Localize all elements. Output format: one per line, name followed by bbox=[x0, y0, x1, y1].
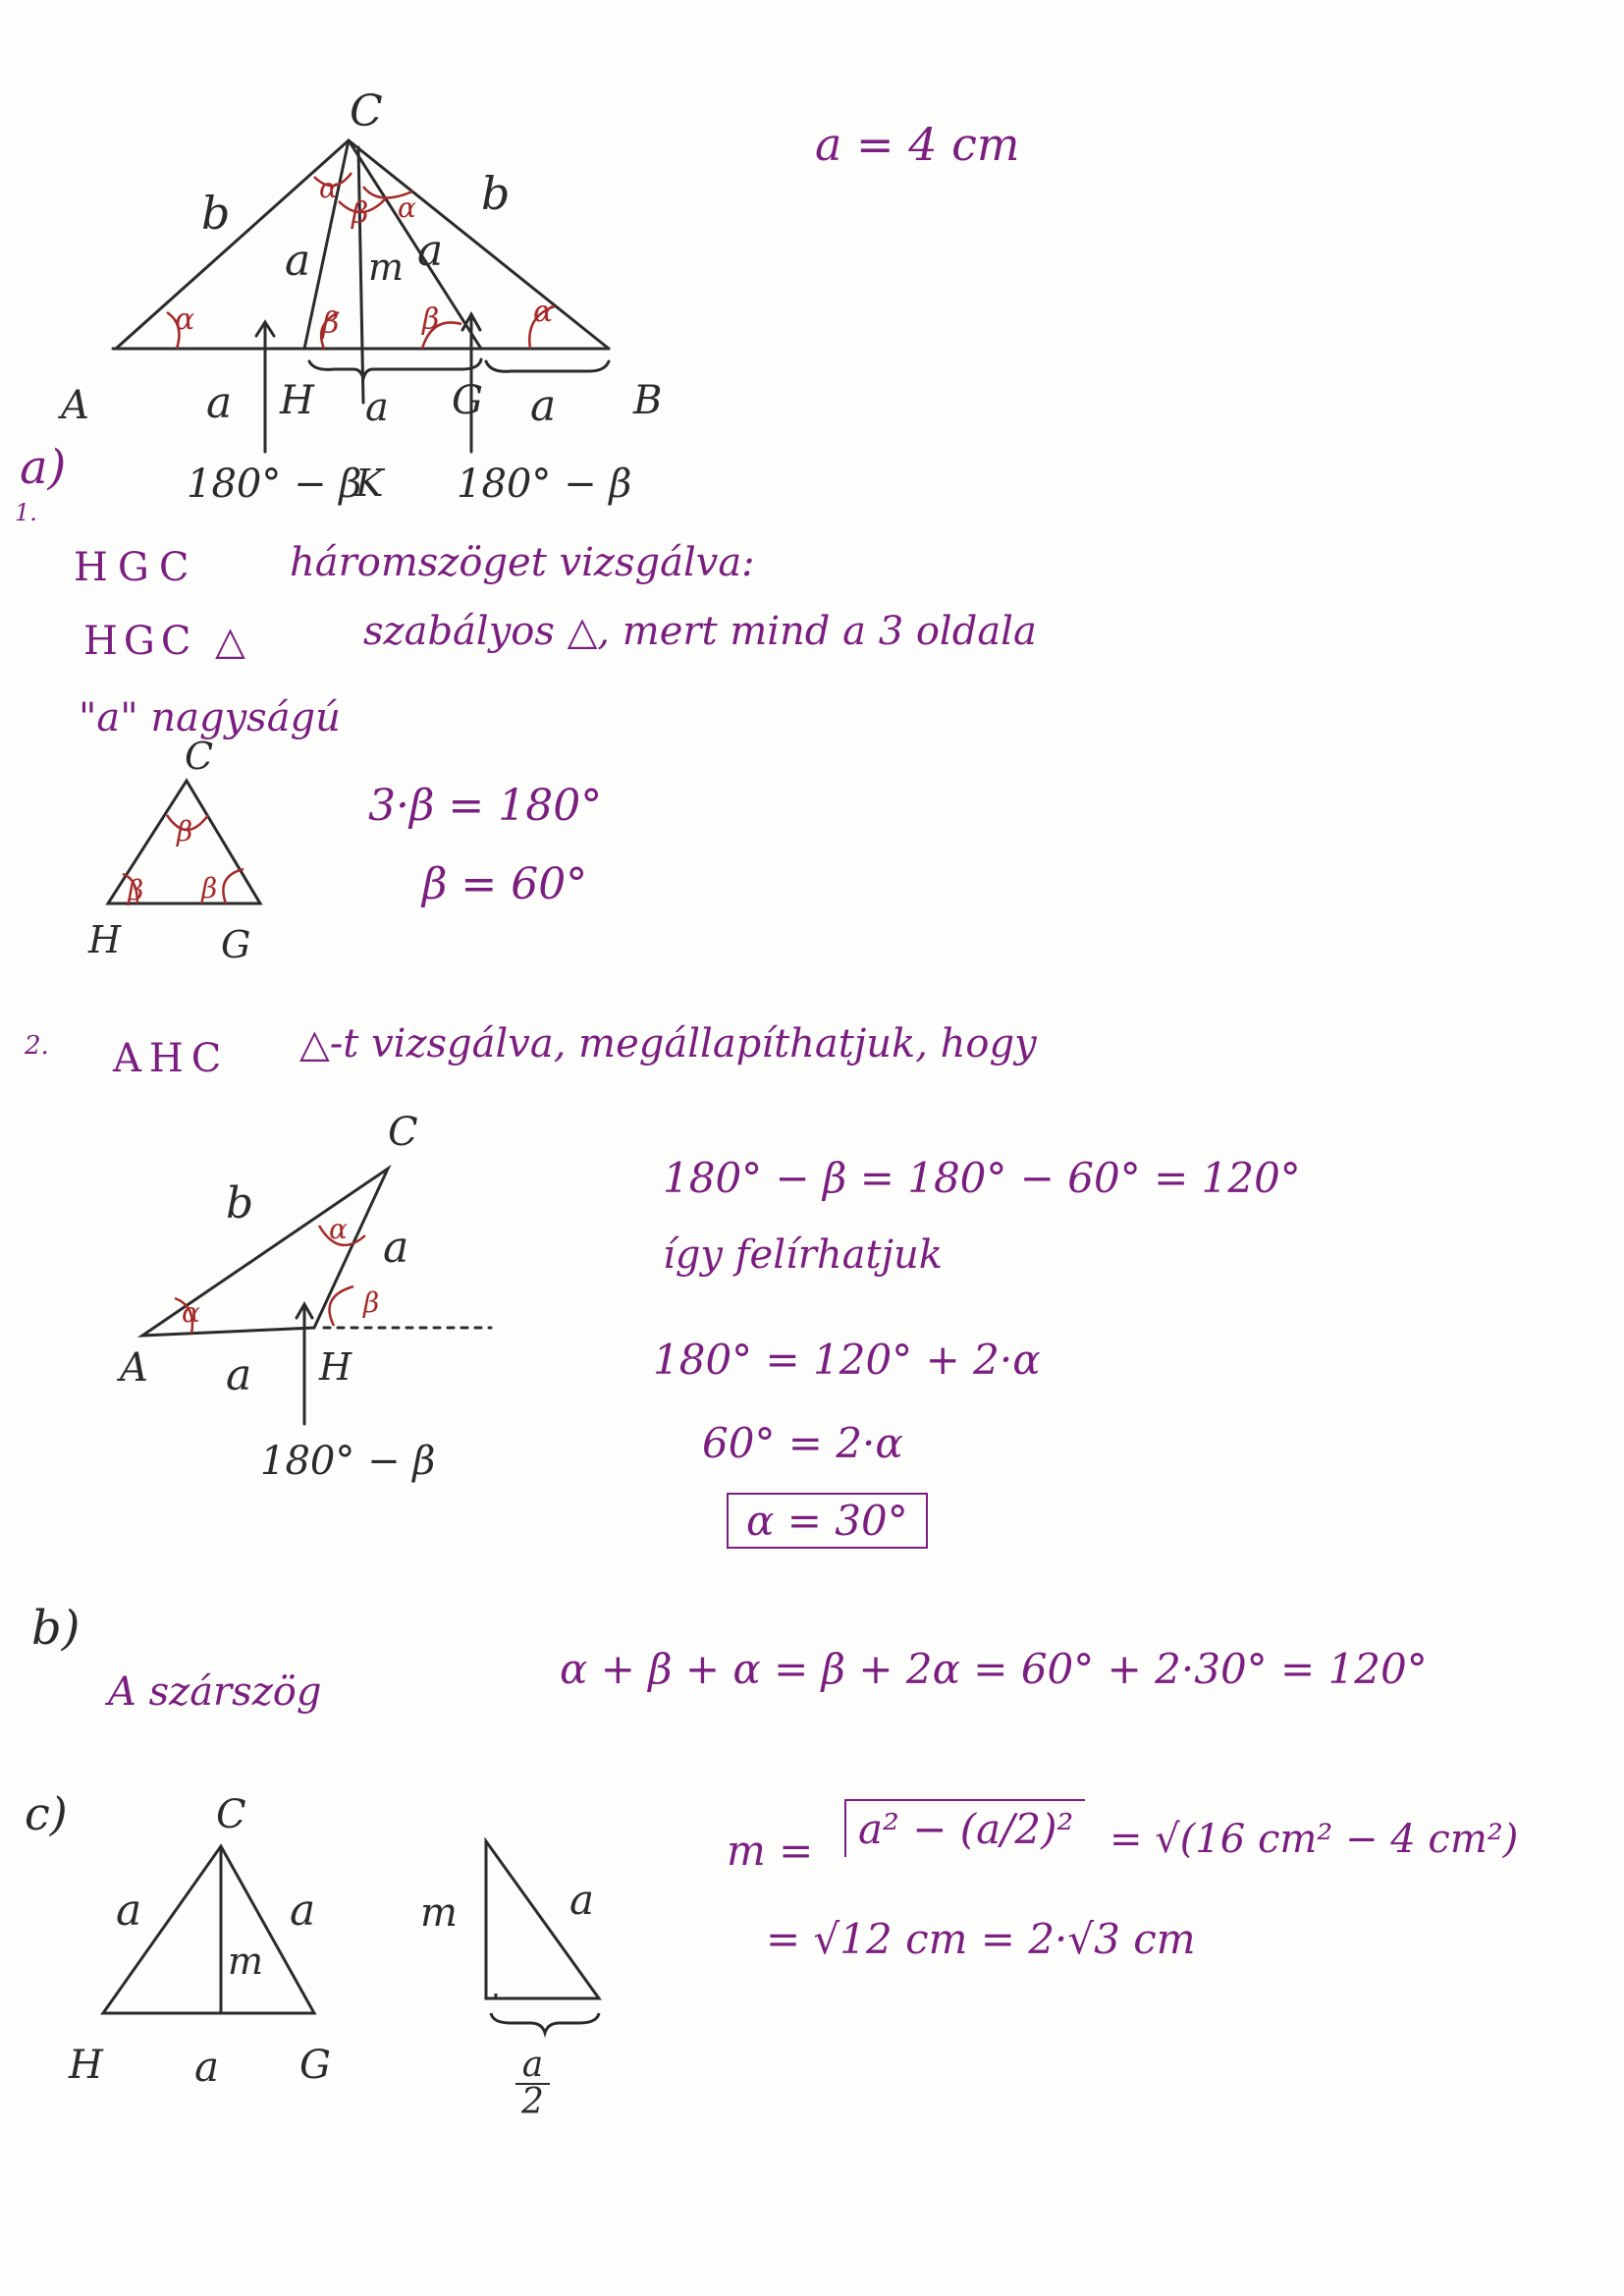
tri2-a-side-label: a bbox=[383, 1223, 409, 1273]
m-equals-label: m = bbox=[727, 1827, 814, 1875]
tri2-alpha-a: α bbox=[182, 1296, 200, 1329]
line2-text: szabályos △, mert mind a 3 oldala bbox=[363, 609, 1037, 654]
tri2-beta: β bbox=[363, 1286, 380, 1319]
vertex-h-label: H bbox=[280, 378, 314, 423]
small-tri-beta-top: β bbox=[177, 815, 193, 847]
vertex-a-label: A bbox=[61, 383, 89, 428]
calc-angle-sum: 180° = 120° + 2·α bbox=[653, 1336, 1041, 1384]
tri2-a-vertex-label: A bbox=[120, 1345, 148, 1391]
line3-text: "a" nagyságú bbox=[79, 695, 341, 740]
m-result: = √12 cm = 2·√3 cm bbox=[766, 1915, 1196, 1963]
small-tri-beta-left: β bbox=[128, 874, 144, 906]
angle-alpha-top-left: α bbox=[319, 172, 338, 204]
tri2-alpha-c: α bbox=[329, 1213, 348, 1245]
part-c-label: c) bbox=[25, 1787, 68, 1840]
part-b-text: A szárszög bbox=[108, 1669, 322, 1715]
vertex-g-label: G bbox=[452, 378, 483, 423]
side-b-right-label: b bbox=[481, 167, 511, 220]
small-tri-c-label: C bbox=[185, 735, 214, 778]
right-tri-half-base bbox=[515, 2045, 550, 2122]
angle-alpha-top-right: α bbox=[398, 191, 416, 224]
vertex-b-label: B bbox=[633, 378, 663, 423]
given-side-length: a = 4 cm bbox=[815, 118, 1020, 171]
equation-3beta: 3·β = 180° bbox=[368, 781, 603, 831]
step2-text: △-t vizsgálva, megállapíthatjuk, hogy bbox=[299, 1021, 1037, 1066]
calc-thus-write: így felírhatjuk bbox=[663, 1232, 943, 1278]
step-1-label: 1. bbox=[15, 499, 37, 526]
small-tri-g-label: G bbox=[221, 923, 251, 966]
part-b-equation: α + β + α = β + 2α = 60° + 2·30° = 120° bbox=[560, 1645, 1428, 1693]
calc-exterior-angle: 180° − β = 180° − 60° = 120° bbox=[663, 1154, 1301, 1202]
angle-beta-h: β bbox=[322, 306, 340, 341]
small-tri-h-label: H bbox=[88, 918, 122, 961]
c-tri-c-label: C bbox=[216, 1792, 246, 1837]
tri2-exterior-label: 180° − β bbox=[260, 1439, 436, 1484]
angle-alpha-left: α bbox=[175, 302, 195, 337]
side-a-left-label: a bbox=[285, 236, 311, 286]
angle-beta-g: β bbox=[422, 302, 440, 337]
step-2-label: 2. bbox=[25, 1031, 49, 1061]
c-tri-a-right-label: a bbox=[290, 1886, 316, 1936]
angle-alpha-right: α bbox=[533, 295, 554, 329]
exterior-angle-right-label: 180° − β bbox=[457, 462, 632, 507]
side-a-right-label: a bbox=[417, 226, 444, 276]
part-a-label: a) bbox=[20, 440, 67, 495]
line2-triangle: HGC △ bbox=[83, 619, 251, 664]
c-tri-h-label: H bbox=[69, 2043, 103, 2088]
half-numerator: a bbox=[515, 2048, 550, 2085]
c-tri-a-left-label: a bbox=[116, 1886, 142, 1936]
tri2-c-label: C bbox=[388, 1110, 418, 1155]
right-tri-a-label: a bbox=[569, 1876, 595, 1924]
vertex-k-label: K bbox=[355, 462, 384, 505]
base-mid-a-label: a bbox=[365, 385, 389, 430]
base-a-right-label: a bbox=[530, 381, 557, 431]
line1-triangle: HGC bbox=[74, 545, 199, 590]
radicand-a-half: a² − (a/2)² bbox=[844, 1799, 1085, 1857]
line1-text: háromszöget vizsgálva: bbox=[290, 540, 755, 585]
vertex-c-label: C bbox=[350, 86, 383, 137]
part-b-label: b) bbox=[31, 1601, 81, 1656]
tri2-b-label: b bbox=[226, 1178, 254, 1229]
c-tri-g-label: G bbox=[299, 2043, 331, 2088]
height-m-label: m bbox=[368, 246, 405, 289]
calc-60-equals: 60° = 2·α bbox=[702, 1419, 903, 1467]
small-tri-beta-right: β bbox=[201, 872, 218, 904]
right-tri-m-label: m bbox=[420, 1890, 458, 1936]
radicand-numeric: = √(16 cm² − 4 cm²) bbox=[1110, 1817, 1519, 1862]
tri2-h-label: H bbox=[319, 1345, 352, 1389]
c-tri-m-label: m bbox=[228, 1940, 264, 1983]
half-denominator: 2 bbox=[521, 2082, 544, 2122]
equation-beta-60: β = 60° bbox=[422, 859, 588, 909]
c-tri-a-base-label: a bbox=[194, 2043, 220, 2091]
side-b-left-label: b bbox=[201, 187, 231, 240]
base-a-left-label: a bbox=[206, 378, 233, 428]
exterior-angle-left-label: 180° − β bbox=[187, 462, 362, 507]
angle-beta-top: β bbox=[352, 196, 369, 231]
tri2-a-base-label: a bbox=[226, 1350, 252, 1400]
step2-triangle: AHC bbox=[113, 1036, 230, 1081]
result-alpha-30: α = 30° bbox=[727, 1493, 928, 1549]
